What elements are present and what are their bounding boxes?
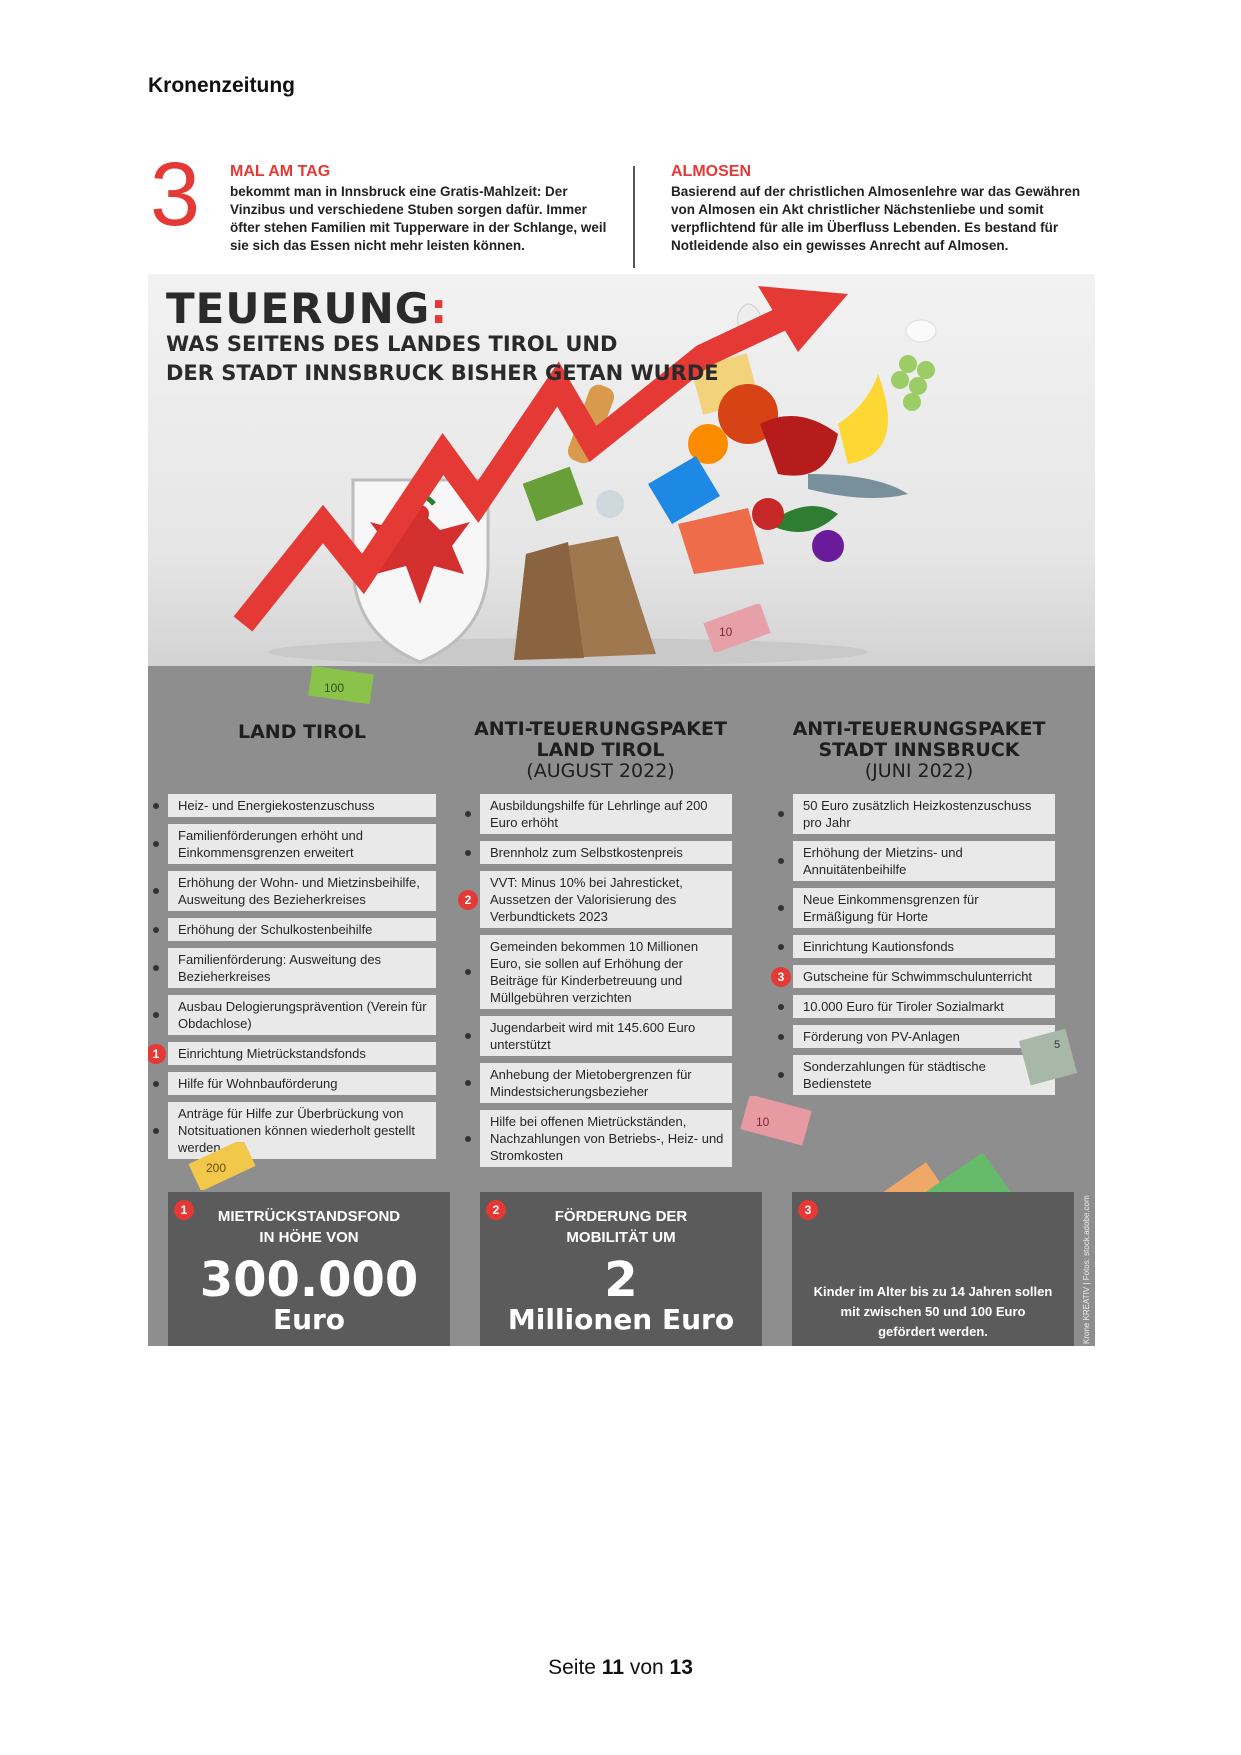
photo-credit: Krone KREATIV | Fotos: stock.adobe.com [1082,1195,1091,1344]
measure-text: Hilfe für Wohnbauförderung [178,1076,338,1091]
measure-text: Brennholz zum Selbstkostenpreis [490,845,683,860]
info-big-number: 3 [150,145,201,245]
bullet-icon [153,1081,159,1087]
measure-text: Gemeinden bekommen 10 Millionen Euro, sie sollen auf Erhöhung der Beiträge für Kinderbetreuung und Müllgebühren verzichten [490,939,699,1005]
footer-mid: von [624,1656,670,1679]
bullet-icon [778,858,784,864]
bullet-icon [778,905,784,911]
measure-item [168,871,436,911]
column-head-text: LAND TIROL [237,721,367,743]
measure-text: Erhöhung der Mietzins- und Annuitätenbeihilfe [803,845,963,877]
measure-item [793,794,1055,834]
publication-name: Kronenzeitung [148,74,295,97]
bullet-icon [465,811,471,817]
panel-text: Kinder im Alter bis zu 14 Jahren sollen mit zwischen 50 und 100 Euro gefördert werden. [813,1284,1053,1339]
measure-text: Einrichtung Mietrückstandsfonds [178,1046,366,1061]
measure-text: Sonderzahlungen für städtische Bedienstete [803,1059,986,1091]
measures-list-land-tirol [152,794,436,1166]
euro-bill-5-icon [1014,1022,1084,1092]
measure-item [168,995,436,1035]
measure-item [793,935,1055,958]
info-box-left [230,163,610,255]
svg-text:200: 200 [206,1161,227,1175]
measure-text: Hilfe bei offenen Mietrückständen, Nachzahlungen von Betriebs-, Heiz- und Stromkosten [490,1114,724,1163]
bullet-icon [153,1012,159,1018]
info-left-heading: MAL AM TAG [230,163,331,180]
measure-text: Anträge für Hilfe zur Überbrückung von Notsituationen können wiederholt gestellt werden [178,1106,416,1155]
fact-panel-1 [168,1192,450,1346]
column-head-text: ANTI-TEUERUNGSPAKET LAND TIROL [474,718,727,761]
bullet-icon [153,927,159,933]
bullet-icon [465,969,471,975]
bullet-icon [153,1128,159,1134]
svg-text:5: 5 [1054,1039,1061,1051]
info-divider [633,166,635,268]
bullet-icon [153,965,159,971]
measure-text: Jugendarbeit wird mit 145.600 Euro unterstützt [490,1020,696,1052]
measure-item [480,1110,732,1167]
panel-big-value: 2 [604,1252,638,1308]
bullet-icon [465,1080,471,1086]
graphic-subtitle-line2: DER STADT INNSBRUCK BISHER GETAN WURDE [166,361,719,385]
fact-panel-2 [480,1192,762,1346]
measure-item [168,948,436,988]
bullet-icon [153,888,159,894]
panel-big-value: 300.000 [199,1252,419,1308]
panel-number: 3 [798,1200,818,1220]
measure-item [152,1042,436,1065]
measure-item [168,824,436,864]
bullet-icon [153,803,159,809]
bullet-icon [778,1072,784,1078]
reference-marker: 2 [458,890,478,910]
bullet-icon [465,850,471,856]
panel-heading: FÖRDERUNG DER MOBILITÄT UM [554,1208,688,1246]
measure-item [168,918,436,941]
panel-number: 2 [486,1200,506,1220]
measure-text: Gutscheine für Schwimmschulunterricht [803,969,1033,984]
column-head-anti-teuerung-stadt [763,719,1075,782]
measure-text: Einrichtung Kautionsfonds [803,939,955,954]
info-left-text: bekommt man in Innsbruck eine Gratis-Mahlzeit: Der Vinzibus und verschiedene Stuben sorgen dafür. Immer öfter stehen Familien mit Tupperware in der Schlange, weil sie sich das Essen nicht mehr leisten können. [230,184,607,253]
column-head-date: (JUNI 2022) [864,760,974,782]
graphic-subtitle-line1: WAS SEITENS DES LANDES TIROL UND [166,332,618,356]
measure-item [793,841,1055,881]
info-box-right [671,163,1091,255]
measure-text: VVT: Minus 10% bei Jahresticket, Aussetzen der Valorisierung des Verbundtickets 2023 [490,875,683,924]
measure-text: Förderung von PV-Anlagen [803,1029,960,1044]
measure-text: Ausbau Delogierungsprävention (Verein für Obdachlose) [178,999,427,1031]
measure-text: 10.000 Euro für Tiroler Sozialmarkt [803,999,1004,1014]
measure-item [168,794,436,817]
measure-text: Neue Einkommensgrenzen für Ermäßigung für Horte [803,892,979,924]
euro-bill-10-icon [703,604,773,652]
measure-text: Erhöhung der Wohn- und Mietzinsbeihilfe, Ausweitung des Bezieherkreises [178,875,420,907]
bullet-icon [465,1033,471,1039]
infographic [148,274,1095,1346]
info-right-text: Basierend auf der christlichen Almosenlehre war das Gewähren von Almosen ein Akt christlicher Nächstenliebe und somit verpflichtend für alle im Überfluss Lebenden. Es bestand für Notleidende also ein gewisses Anrecht auf Almosen. [671,184,1081,253]
measure-text: Erhöhung der Schulkostenbeihilfe [178,922,373,937]
panel-heading: MIETRÜCKSTANDSFOND IN HÖHE VON [217,1208,401,1246]
graphic-title-colon: : [430,284,449,333]
bullet-icon [778,944,784,950]
info-right-heading: ALMOSEN [671,163,751,180]
measure-item [777,965,1055,988]
hero-illustration [148,274,1095,666]
measure-text: Anhebung der Mietobergrenzen für Mindestsicherungsbezieher [490,1067,692,1099]
footer-prefix: Seite [548,1656,602,1679]
measure-item [793,888,1055,928]
measure-text: Familienförderung: Ausweitung des Bezieherkreises [178,952,382,984]
panel-unit: Millionen Euro [507,1303,735,1336]
panel-number: 1 [174,1200,194,1220]
footer-page-number: 11 [601,1656,624,1679]
svg-text:10: 10 [719,625,733,639]
fact-panel-3 [792,1192,1074,1346]
measure-item [480,1063,732,1103]
reference-marker: 1 [148,1044,166,1064]
page-footer [0,1656,1241,1680]
measure-item [480,1016,732,1056]
measure-item [480,935,732,1009]
euro-bill-10-icon [738,1096,816,1148]
column-head-anti-teuerung-land [453,719,748,782]
measures-list-anti-teuerung-land [464,794,732,1174]
paper-bag-icon [514,536,656,660]
measure-item [793,995,1055,1018]
reference-marker: 3 [771,967,791,987]
graphic-subtitle [166,330,719,388]
footer-total-pages: 13 [669,1656,693,1679]
bullet-icon [778,811,784,817]
column-head-text: ANTI-TEUERUNGSPAKET STADT INNSBRUCK [792,718,1046,761]
measure-item [168,1072,436,1095]
measure-item [480,841,732,864]
svg-text:100: 100 [324,681,345,695]
measure-text: 50 Euro zusätzlich Heizkostenzuschuss pro Jahr [803,798,1032,830]
euro-bill-200-icon [188,1142,258,1190]
measure-text: Familienförderungen erhöht und Einkommensgrenzen erweitert [178,828,364,860]
bullet-icon [153,841,159,847]
euro-bill-100-icon [308,666,378,706]
measure-text: Heiz- und Energiekostenzuschuss [178,798,375,813]
graphic-title [166,284,448,333]
panel-unit: Euro [272,1303,346,1336]
graphic-title-text: TEUERUNG [166,284,431,333]
column-head-land-tirol [168,722,436,743]
bullet-icon [778,1004,784,1010]
measure-text: Ausbildungshilfe für Lehrlinge auf 200 Euro erhöht [490,798,708,830]
bullet-icon [778,1034,784,1040]
measure-item [464,871,732,928]
column-head-date: (AUGUST 2022) [526,760,675,782]
bullet-icon [465,1136,471,1142]
measure-item [480,794,732,834]
svg-text:10: 10 [756,1115,770,1129]
